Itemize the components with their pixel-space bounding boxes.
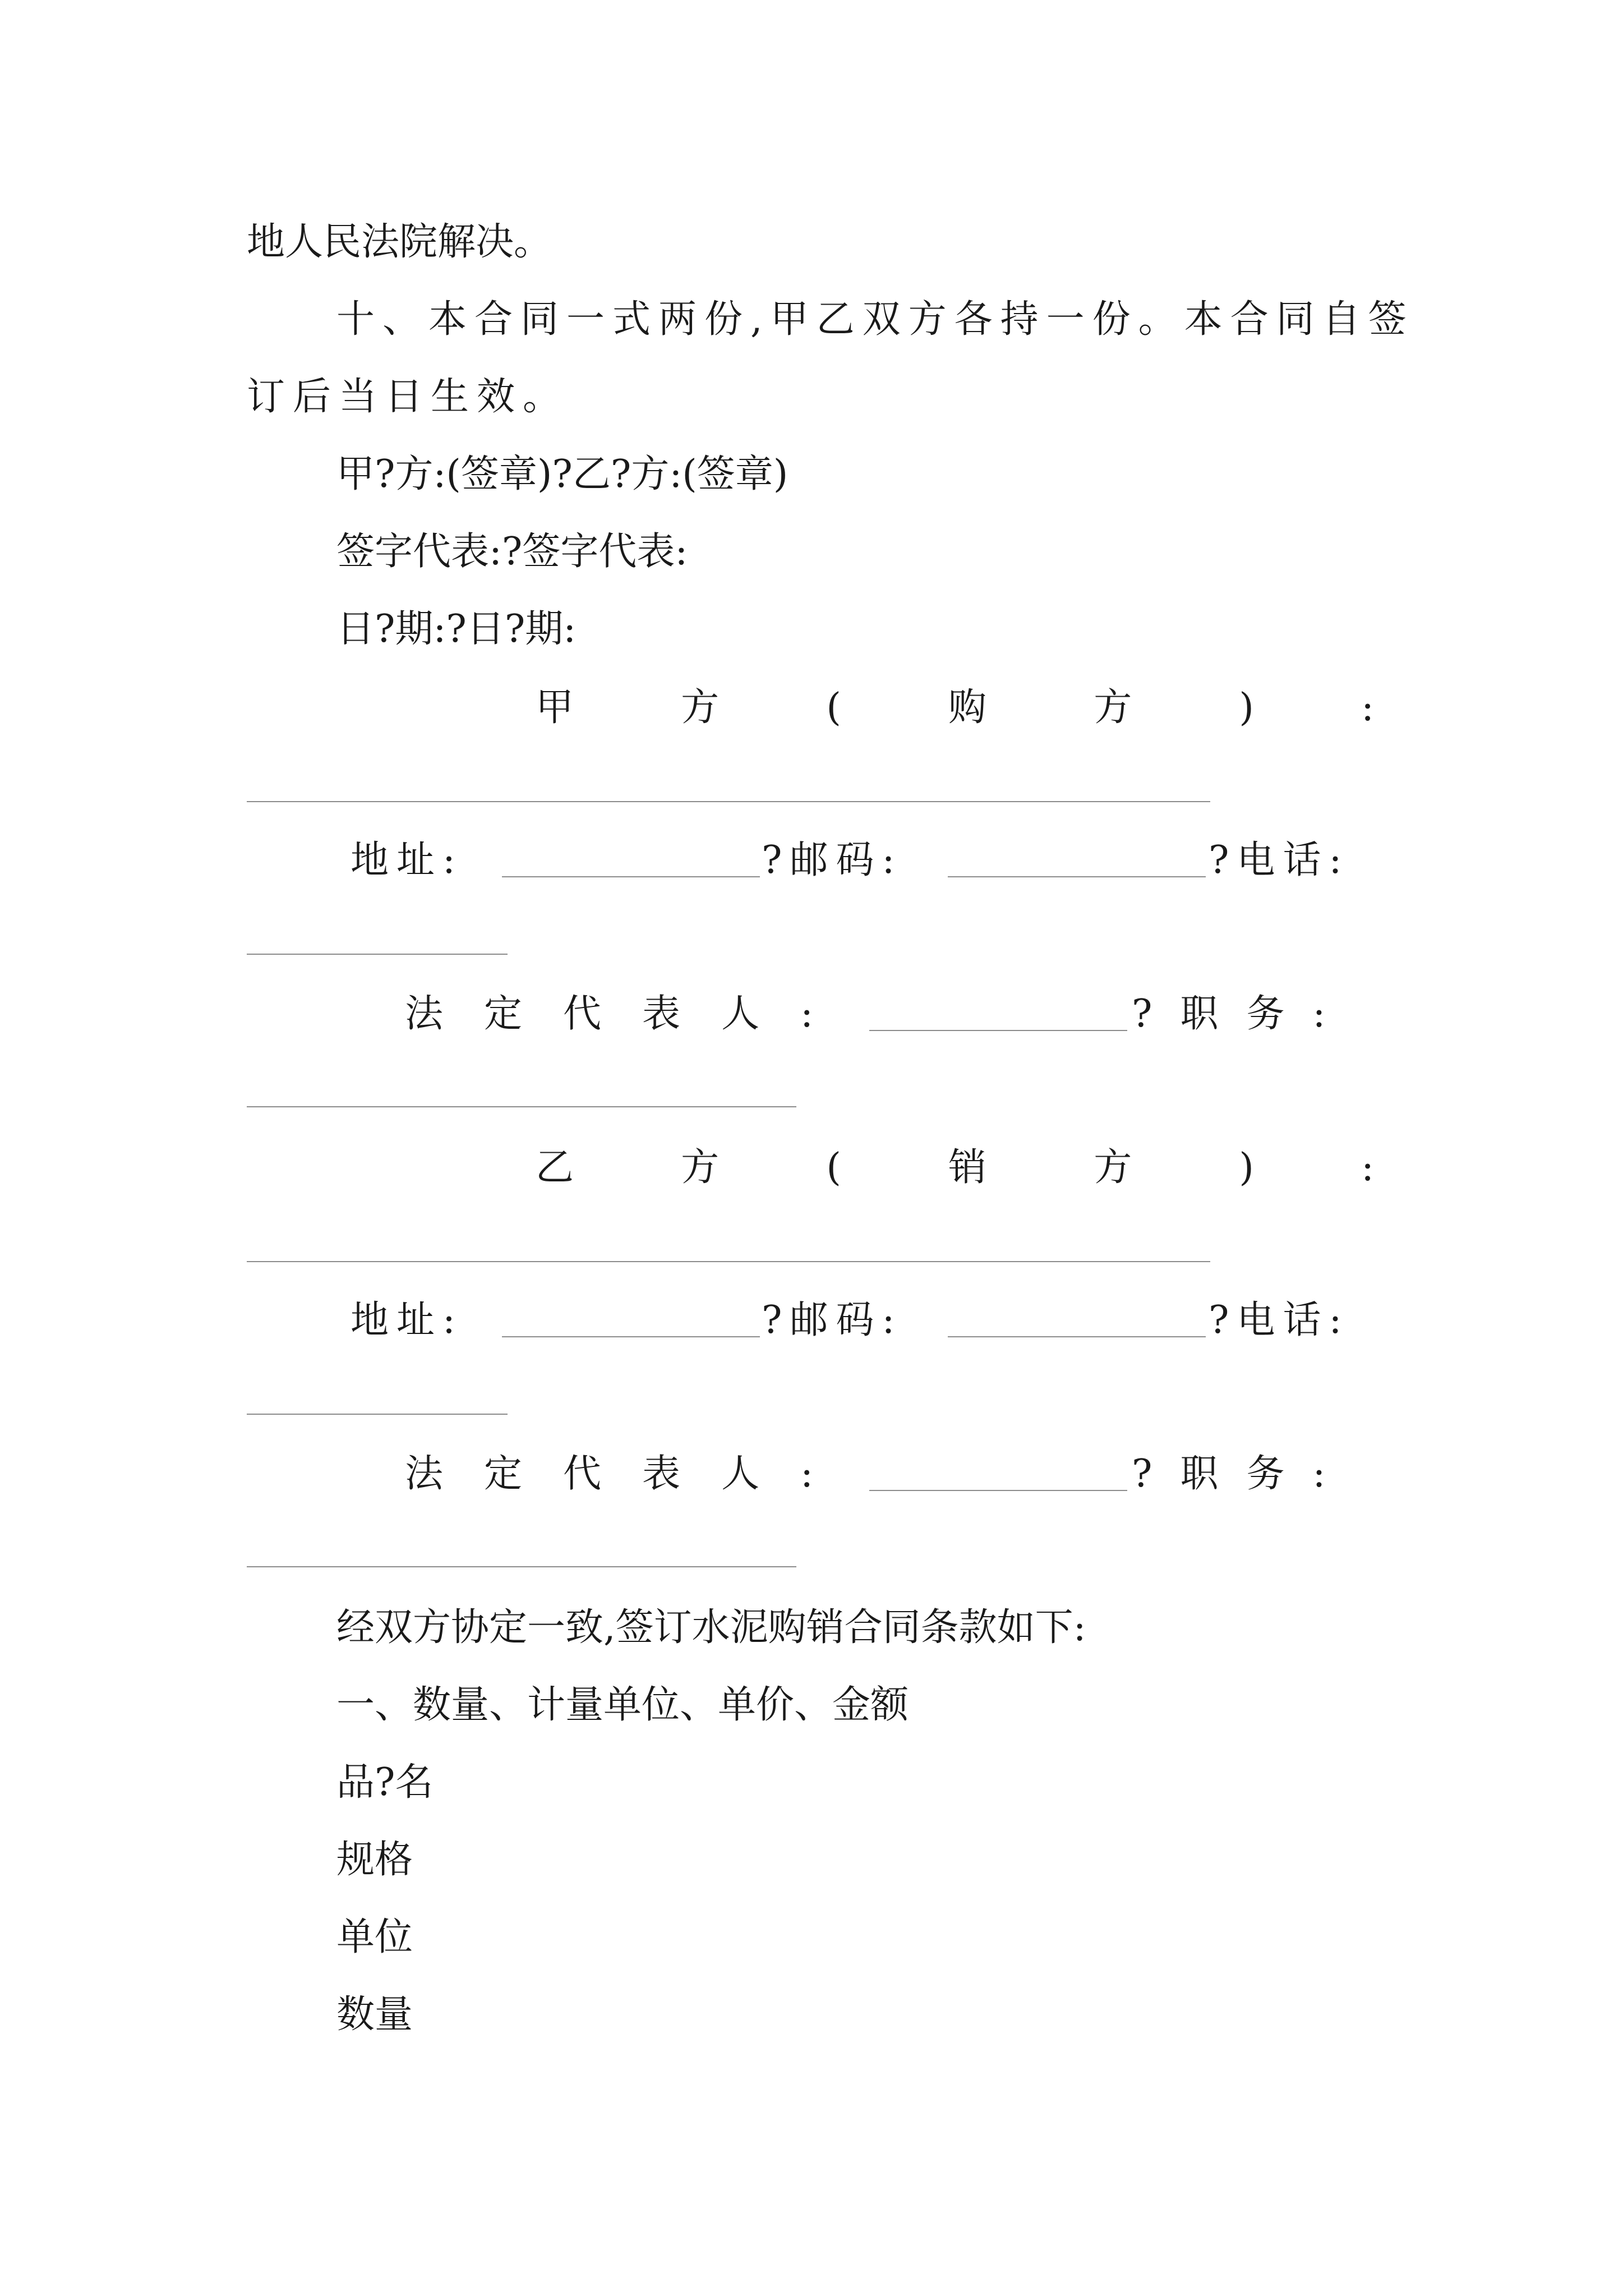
- signatory-line: 签字代表:?签字代表:: [336, 530, 688, 574]
- party-b-phone-underline: [247, 1414, 508, 1415]
- party-a-heading-char: ): [1239, 685, 1254, 730]
- date-line: 日?期:?日?期:: [336, 607, 577, 651]
- party-b-name-underline: [247, 1261, 1210, 1262]
- party-b-rep-underline: [869, 1490, 1127, 1491]
- party-b-heading-char: 方: [681, 1145, 720, 1190]
- party-a-phone-underline: [247, 954, 508, 955]
- party-b-title-underline: [247, 1566, 796, 1567]
- rep-char: :: [800, 992, 813, 1036]
- rep-char: 人: [721, 1452, 760, 1496]
- party-a-address-label: 地址:: [351, 838, 463, 882]
- party-a-postcode-underline: [948, 876, 1206, 877]
- party-b-heading-char: 销: [948, 1145, 987, 1190]
- party-a-postcode-label: ?邮码:: [762, 838, 903, 882]
- party-b-title-label: ?职务:: [1132, 1452, 1354, 1496]
- party-b-rep-label: [405, 1452, 813, 1497]
- text-line: 订后当日生效。: [247, 375, 569, 419]
- text-line: 十、本合同一式两份,甲乙双方各持一份。本合同自签: [336, 297, 1414, 342]
- party-b-address-label: 地址:: [351, 1298, 463, 1342]
- party-a-rep-underline: [869, 1030, 1127, 1031]
- item-label: 品?名: [336, 1760, 434, 1805]
- rep-char: 人: [721, 992, 760, 1036]
- party-a-heading-char: 方: [681, 685, 720, 730]
- party-b-postcode-underline: [948, 1336, 1206, 1337]
- party-a-title-label: ?职务:: [1132, 992, 1354, 1036]
- party-b-phone-label: ?电话:: [1209, 1298, 1350, 1342]
- party-b-heading-char: :: [1361, 1145, 1374, 1190]
- rep-char: 代: [563, 1452, 602, 1496]
- item-label: 规格: [336, 1838, 413, 1882]
- party-a-heading-char: 购: [948, 685, 987, 730]
- item-label: 数量: [336, 1993, 413, 2037]
- party-a-heading-char: 方: [1094, 685, 1132, 730]
- rep-char: 定: [484, 1452, 523, 1496]
- party-b-heading: [536, 1145, 1374, 1190]
- party-a-heading-char: :: [1361, 685, 1374, 730]
- rep-char: 代: [563, 992, 602, 1036]
- party-b-heading-char: 方: [1094, 1145, 1132, 1190]
- party-a-address-underline: [502, 876, 760, 877]
- rep-char: 表: [642, 1452, 681, 1496]
- rep-char: 法: [405, 1452, 444, 1496]
- party-a-title-underline: [247, 1106, 796, 1107]
- section-heading: 一、数量、计量单位、单价、金额: [336, 1683, 909, 1727]
- party-a-rep-label: [405, 992, 813, 1037]
- item-label: 单位: [336, 1915, 413, 1959]
- rep-char: 表: [642, 992, 681, 1036]
- party-a-phone-label: ?电话:: [1209, 838, 1350, 882]
- party-b-postcode-label: ?邮码:: [762, 1298, 903, 1342]
- terms-intro: 经双方协定一致,签订水泥购销合同条款如下:: [336, 1605, 1086, 1650]
- party-b-heading-char: 乙: [536, 1145, 574, 1190]
- party-seal-line: 甲?方:(签章)?乙?方:(签章): [336, 452, 789, 496]
- rep-char: 定: [484, 992, 523, 1036]
- party-b-heading-char: ): [1239, 1145, 1254, 1190]
- rep-char: 法: [405, 992, 444, 1036]
- party-a-name-underline: [247, 801, 1210, 802]
- text-line: 地人民法院解决。: [247, 220, 552, 264]
- party-a-heading-char: 甲: [536, 685, 574, 730]
- rep-char: :: [800, 1452, 813, 1496]
- party-a-heading: [536, 685, 1374, 730]
- party-b-heading-char: (: [826, 1145, 841, 1190]
- party-b-address-underline: [502, 1336, 760, 1337]
- party-a-heading-char: (: [826, 685, 841, 730]
